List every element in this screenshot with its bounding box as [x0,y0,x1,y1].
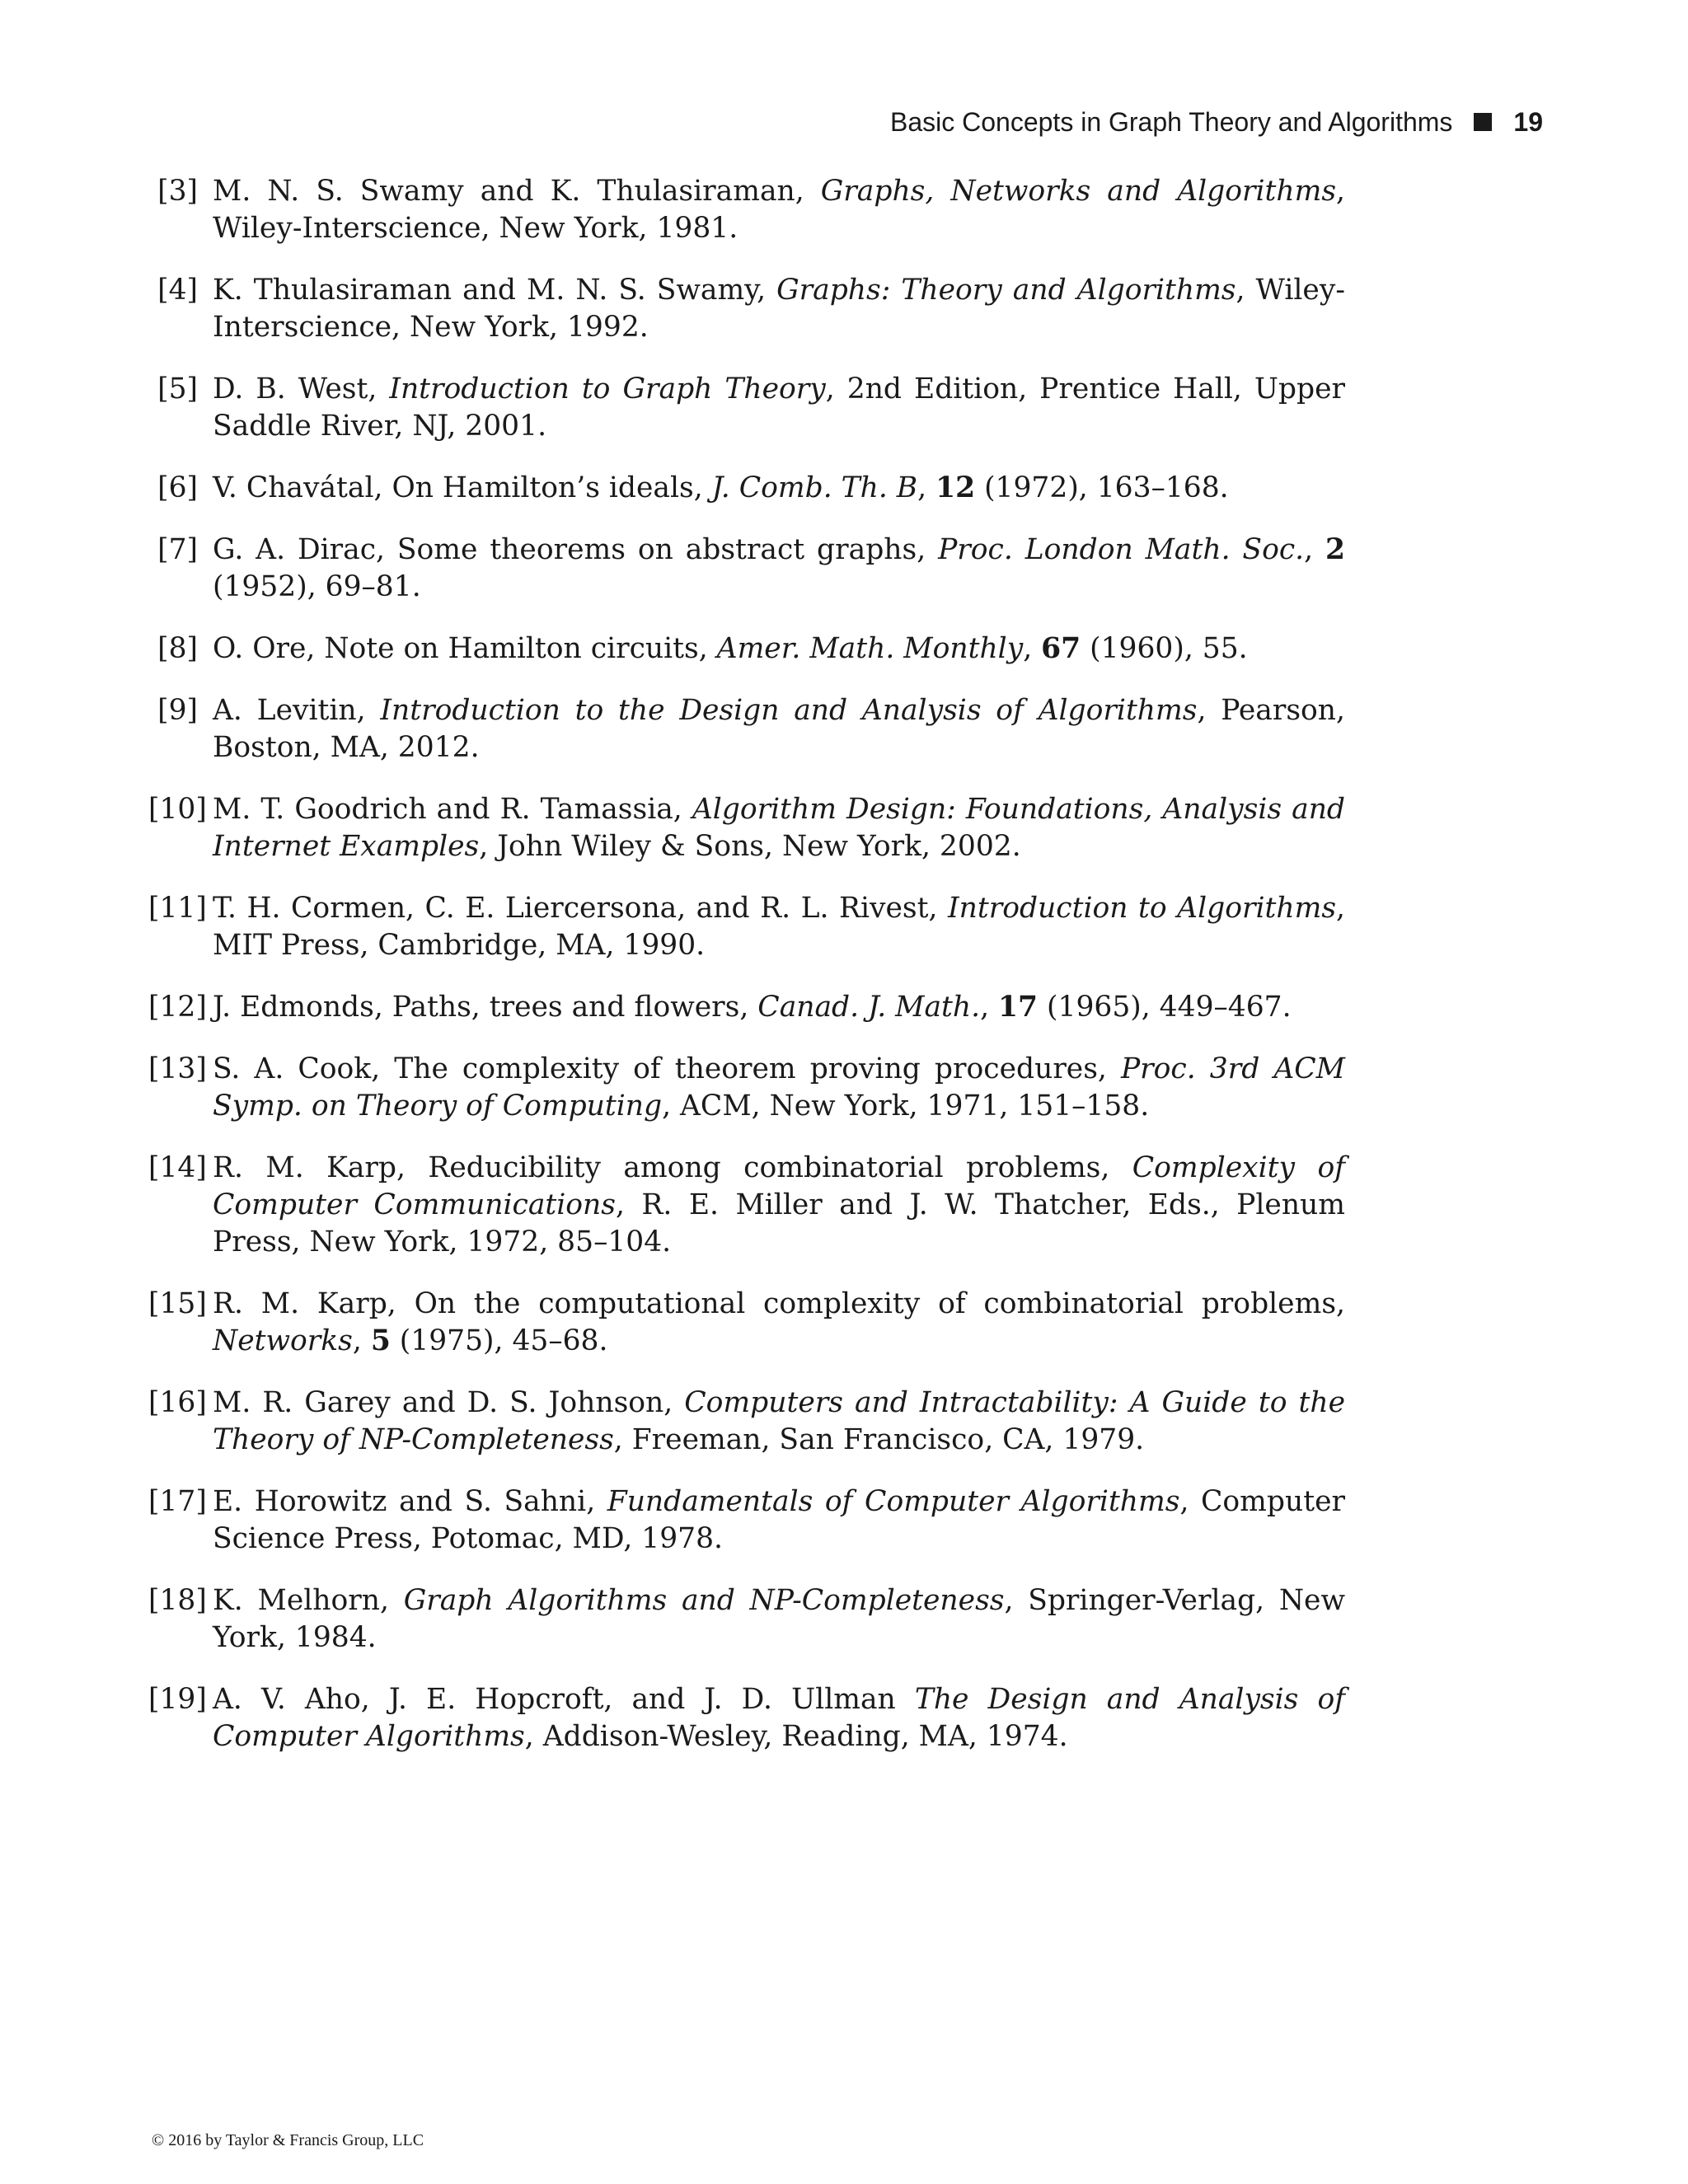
reference-text [213,632,1248,665]
reference-text-segment: V. Chavátal, On Hamilton’s ideals, [213,471,712,504]
reference-text [213,533,1345,603]
reference-text [213,892,1345,962]
running-header [890,104,1543,140]
reference-text-segment: K. Melhorn, [213,1584,404,1617]
reference-item [148,1286,1345,1360]
reference-title-italic: Canad. J. Math. [757,991,981,1024]
reference-item [148,173,1345,247]
reference-text-segment: S. A. Cook, The complexity of theorem proving procedures, [213,1052,1121,1085]
reference-text-segment: , Wiley-Interscience, New York, 1992. [213,274,1345,344]
reference-item [148,1051,1345,1125]
reference-item [148,630,1345,668]
reference-text-segment: , 2nd Edition, Prentice Hall, Upper Saddle River, NJ, 2001. [213,373,1345,443]
reference-text-segment: , [1023,632,1042,665]
reference-text-segment: , [1304,533,1325,566]
reference-title-italic: Introduction to Algorithms [948,892,1337,925]
reference-text-segment: T. H. Cormen, C. E. Liercersona, and R. L. Rivest, [213,892,948,925]
square-bullet-icon [1474,113,1492,131]
reference-text [213,793,1345,863]
reference-text-segment: M. R. Garey and D. S. Johnson, [213,1386,685,1419]
reference-text-segment: , Springer-Verlag, New York, 1984. [213,1584,1345,1654]
reference-text-segment: M. N. S. Swamy and K. Thulasiraman, [213,175,821,208]
reference-title-italic: Algorithm Design: Foundations, Analysis and Internet Examples [213,793,1345,863]
reference-text-segment: (1952), 69–81. [213,570,421,603]
reference-text-segment: E. Horowitz and S. Sahni, [213,1485,607,1518]
reference-title-italic: Proc. 3rd ACM Symp. on Theory of Computing [213,1052,1345,1122]
reference-title-italic: Amer. Math. Monthly [716,632,1024,665]
reference-number: [6] [157,471,198,504]
reference-item [148,1385,1345,1459]
reference-number: [7] [157,533,198,566]
reference-text-segment: D. B. West, [213,373,390,405]
reference-number: [3] [157,175,198,208]
reference-number: [11] [148,892,207,925]
reference-text-segment: O. Ore, Note on Hamilton circuits, [213,632,717,665]
reference-item [148,890,1345,964]
reference-item [148,371,1345,445]
copyright-footer: © 2016 by Taylor & Francis Group, LLC [152,2131,424,2149]
reference-text [213,1287,1345,1357]
reference-title-italic: Fundamentals of Computer Algorithms [607,1485,1180,1518]
reference-number: [5] [157,373,198,405]
reference-text-segment: , R. E. Miller and J. W. Thatcher, Eds., Plenum Press, New York, 1972, 85–104. [213,1188,1345,1258]
reference-number: [9] [157,694,198,727]
reference-number: [15] [148,1287,207,1320]
reference-text [213,1485,1345,1555]
reference-title-italic: Complexity of Computer Communications [213,1151,1345,1221]
reference-text-segment: , Addison-Wesley, Reading, MA, 1974. [524,1720,1068,1753]
reference-text-segment: , MIT Press, Cambridge, MA, 1990. [213,892,1345,962]
reference-volume-bold: 17 [998,991,1039,1024]
page-number: 19 [1513,107,1543,137]
reference-title-italic: Proc. London Math. Soc. [938,533,1305,566]
reference-text-segment: , Computer Science Press, Potomac, MD, 1978. [213,1485,1345,1555]
reference-item [148,791,1345,865]
reference-text-segment: , [917,471,936,504]
reference-text [213,1151,1345,1258]
reference-volume-bold: 2 [1325,533,1346,566]
reference-text [213,1683,1345,1753]
reference-volume-bold: 5 [370,1324,391,1357]
reference-item [148,532,1345,606]
reference-text [213,1386,1345,1456]
reference-text-segment: , Wiley-Interscience, New York, 1981. [213,175,1346,245]
reference-text-segment: K. Thulasiraman and M. N. S. Swamy, [213,274,777,307]
reference-title-italic: Graph Algorithms and NP-Completeness [403,1584,1005,1617]
reference-number: [16] [148,1386,207,1419]
reference-text-segment: A. V. Aho, J. E. Hopcroft, and J. D. Ullman [213,1683,915,1716]
reference-title-italic: Graphs, Networks and Algorithms [820,175,1337,208]
reference-text [213,373,1345,443]
reference-text-segment: J. Edmonds, Paths, trees and flowers, [213,991,758,1024]
reference-text-segment: , [980,991,999,1024]
reference-text-segment: R. M. Karp, On the computational complexity of combinatorial problems, [213,1287,1345,1320]
reference-text-segment: , ACM, New York, 1971, 151–158. [662,1090,1150,1122]
reference-title-italic: Introduction to Graph Theory [389,373,826,405]
reference-number: [17] [148,1485,207,1518]
reference-number: [12] [148,991,207,1024]
reference-text [213,1052,1345,1122]
reference-text-segment: , Pearson, Boston, MA, 2012. [213,694,1345,764]
reference-text-segment: G. A. Dirac, Some theorems on abstract graphs, [213,533,939,566]
reference-number: [4] [157,274,198,307]
reference-title-italic: Networks [213,1324,353,1357]
reference-text-segment: (1965), 449–467. [1038,991,1292,1024]
reference-text [213,1584,1345,1654]
reference-volume-bold: 67 [1041,632,1081,665]
reference-item [148,470,1345,507]
reference-number: [10] [148,793,207,826]
reference-text-segment: R. M. Karp, Reducibility among combinatorial problems, [213,1151,1132,1184]
reference-number: [13] [148,1052,207,1085]
reference-title-italic: Graphs: Theory and Algorithms [776,274,1236,307]
reference-item [148,1483,1345,1558]
reference-text-segment: (1960), 55. [1081,632,1248,665]
reference-title-italic: Computers and Intractability: A Guide to the Theory of NP-Completeness [213,1386,1345,1456]
reference-item [148,272,1345,346]
reference-item [148,1681,1345,1755]
reference-text-segment: A. Levitin, [213,694,381,727]
reference-number: [19] [148,1683,207,1716]
reference-volume-bold: 12 [935,471,976,504]
reference-text [213,991,1292,1024]
reference-item [148,692,1345,766]
reference-number: [18] [148,1584,207,1617]
reference-title-italic: Introduction to the Design and Analysis of Algorithms [380,694,1198,727]
reference-text-segment: (1975), 45–68. [390,1324,608,1357]
header-title: Basic Concepts in Graph Theory and Algorithms [889,107,1453,137]
reference-text [213,274,1345,344]
reference-text [213,471,1229,504]
reference-item [148,1150,1345,1261]
reference-text-segment: , Freeman, San Francisco, CA, 1979. [613,1423,1145,1456]
reference-text-segment: , John Wiley & Sons, New York, 2002. [479,830,1021,863]
reference-text-segment: , [352,1324,371,1357]
reference-text-segment: (1972), 163–168. [975,471,1229,504]
reference-item [148,989,1345,1026]
reference-number: [8] [157,632,198,665]
reference-number: [14] [148,1151,207,1184]
reference-title-italic: The Design and Analysis of Computer Algorithms [213,1683,1345,1753]
reference-title-italic: J. Comb. Th. B [711,471,918,504]
reference-item [148,1582,1345,1657]
reference-text-segment: M. T. Goodrich and R. Tamassia, [213,793,692,826]
reference-text [213,175,1345,245]
reference-list [148,173,1345,1780]
reference-text [213,694,1345,764]
